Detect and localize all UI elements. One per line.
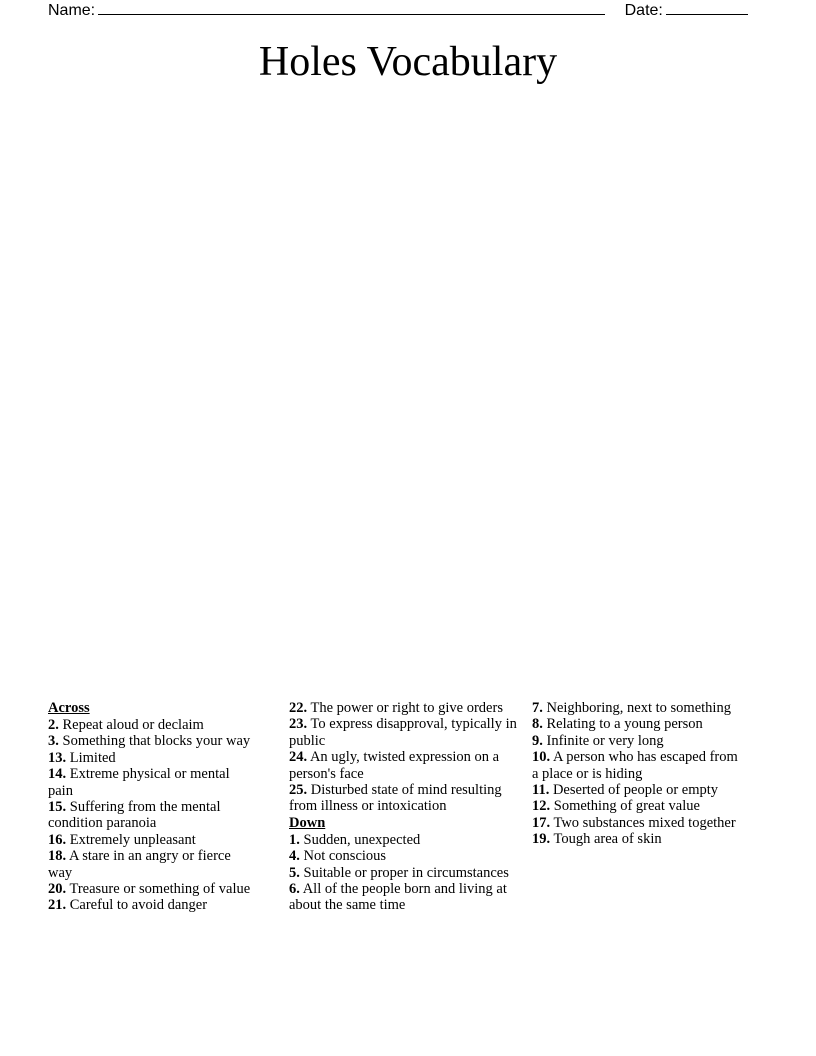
clue-number: 12. bbox=[532, 798, 551, 815]
clue-number: 19. bbox=[532, 831, 551, 848]
clue-item bbox=[48, 832, 255, 848]
clue-item bbox=[48, 799, 255, 832]
clue-number: 23. bbox=[289, 716, 308, 733]
clue-number: 9. bbox=[532, 732, 543, 749]
clue-text: Careful to avoid danger bbox=[66, 897, 208, 914]
clue-text: Extreme physical or mental pain bbox=[48, 766, 230, 799]
name-input-line[interactable] bbox=[98, 0, 605, 15]
clue-item bbox=[48, 766, 255, 799]
clue-number: 3. bbox=[48, 733, 59, 750]
clue-text: All of the people born and living at about the same time bbox=[289, 881, 507, 914]
clue-number: 24. bbox=[289, 749, 308, 766]
clue-text: Something that blocks your way bbox=[58, 733, 251, 750]
clue-number: 14. bbox=[48, 766, 67, 783]
clue-text: Treasure or something of value bbox=[66, 881, 251, 898]
crossword-grid-area[interactable] bbox=[48, 110, 768, 690]
clue-text: Deserted of people or empty bbox=[549, 782, 719, 799]
clue-item bbox=[289, 782, 525, 815]
clue-text: Repeat aloud or declaim bbox=[58, 717, 204, 733]
clue-item bbox=[289, 749, 525, 782]
clue-number: 21. bbox=[48, 897, 67, 914]
name-label: Name: bbox=[48, 2, 96, 19]
clue-number: 13. bbox=[48, 749, 67, 766]
clue-text: Two substances mixed together bbox=[550, 814, 736, 831]
clue-text: Suffering from the mental condition paranoia bbox=[48, 799, 221, 832]
clue-number: 17. bbox=[532, 814, 551, 831]
clue-number: 5. bbox=[289, 864, 300, 881]
clue-number: 10. bbox=[532, 749, 551, 766]
clue-number: 4. bbox=[289, 848, 300, 865]
clue-text: To express disapproval, typically in public bbox=[289, 716, 517, 749]
clue-text: Neighboring, next to something bbox=[542, 700, 731, 716]
clue-item bbox=[532, 831, 742, 847]
page-title: Holes Vocabulary bbox=[258, 39, 558, 85]
clue-number: 2. bbox=[48, 717, 59, 733]
clue-number: 11. bbox=[532, 782, 550, 799]
clue-text: Sudden, unexpected bbox=[299, 831, 421, 848]
clue-text: Tough area of skin bbox=[550, 831, 662, 848]
clue-item bbox=[289, 865, 525, 881]
clue-text: The power or right to give orders bbox=[307, 700, 503, 716]
clue-text: A person who has escaped from a place or is hiding bbox=[532, 749, 738, 782]
clue-text: An ugly, twisted expression on a person's face bbox=[289, 749, 500, 782]
clue-number: 6. bbox=[289, 881, 300, 898]
clue-item bbox=[289, 716, 525, 749]
clue-number: 22. bbox=[289, 700, 308, 716]
clue-item bbox=[48, 897, 255, 913]
clue-item bbox=[289, 700, 525, 716]
clue-column-3 bbox=[532, 700, 742, 848]
clue-number: 18. bbox=[48, 848, 67, 865]
clue-item bbox=[532, 798, 742, 814]
clue-item bbox=[48, 848, 255, 881]
date-input-line[interactable] bbox=[666, 0, 748, 15]
clue-section-heading: Down bbox=[289, 814, 326, 831]
clue-number: 1. bbox=[289, 831, 300, 848]
clue-item bbox=[48, 733, 255, 749]
clue-column-2 bbox=[289, 700, 525, 914]
clue-number: 25. bbox=[289, 782, 308, 799]
clue-item bbox=[48, 717, 255, 733]
clue-number: 15. bbox=[48, 799, 67, 816]
clue-item bbox=[532, 749, 742, 782]
clue-number: 7. bbox=[532, 700, 543, 716]
clue-text: Relating to a young person bbox=[542, 716, 703, 733]
clue-item bbox=[48, 750, 255, 766]
clue-item bbox=[532, 815, 742, 831]
clue-item bbox=[532, 782, 742, 798]
clue-text: Something of great value bbox=[550, 798, 700, 815]
clue-text: Suitable or proper in circumstances bbox=[299, 864, 509, 881]
clue-item bbox=[532, 733, 742, 749]
clue-item bbox=[289, 848, 525, 864]
clue-number: 20. bbox=[48, 881, 67, 898]
clue-item bbox=[289, 832, 525, 848]
clue-item bbox=[532, 716, 742, 732]
clue-text: Disturbed state of mind resulting from illness or intoxication bbox=[289, 782, 502, 815]
clue-item bbox=[532, 700, 742, 716]
clue-column-1 bbox=[48, 700, 255, 914]
clue-text: A stare in an angry or fierce way bbox=[48, 848, 231, 881]
date-label: Date: bbox=[624, 2, 663, 19]
clue-item bbox=[289, 881, 525, 914]
clue-text: Infinite or very long bbox=[542, 732, 664, 749]
clue-text: Not conscious bbox=[299, 848, 387, 865]
clue-text: Extremely unpleasant bbox=[66, 831, 196, 848]
clue-item bbox=[48, 881, 255, 897]
clue-section-heading: Across bbox=[48, 700, 90, 716]
name-date-row bbox=[48, 0, 748, 24]
clue-text: Limited bbox=[66, 749, 116, 766]
clue-number: 16. bbox=[48, 831, 67, 848]
clue-number: 8. bbox=[532, 716, 543, 733]
